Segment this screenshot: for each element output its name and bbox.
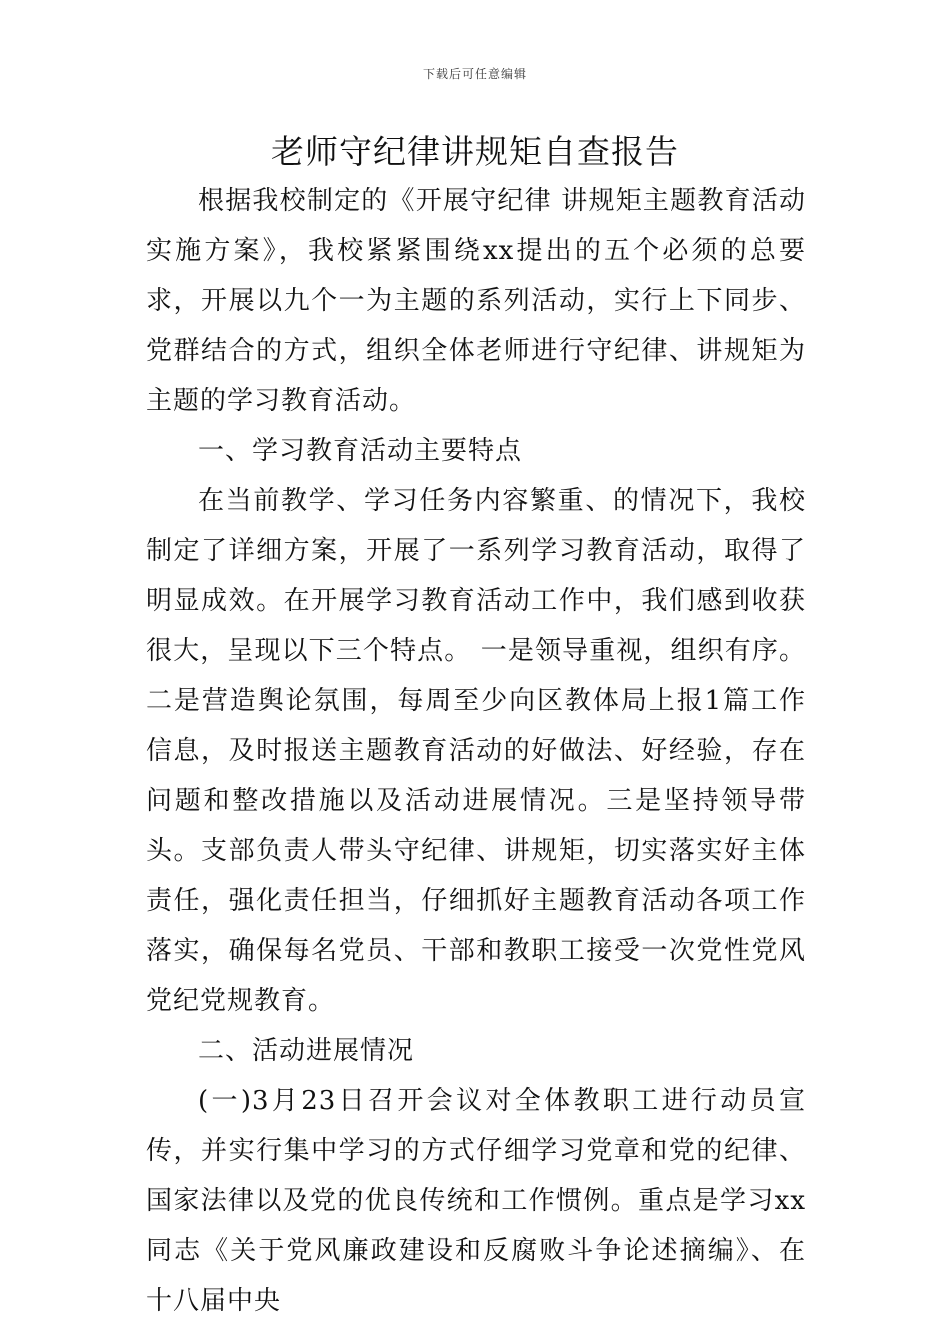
- document-title: 老师守纪律讲规矩自查报告: [271, 132, 679, 171]
- paragraph-section-2: (一)3月23日召开会议对全体教职工进行动员宣传，并实行集中学习的方式仔细学习党章和党的纪律、国家法律以及党的优良传统和工作惯例。重点是学习xx同志《关于党风廉政建设和反腐败斗争论述摘编》、在十八届中央: [146, 1086, 806, 1316]
- section-heading-2: 二、活动进展情况: [198, 1036, 415, 1066]
- paragraph-section-1: 在当前教学、学习任务内容繁重、的情况下，我校制定了详细方案，开展了一系列学习教育活动，取得了明显成效。在开展学习教育活动工作中，我们感到收获很大，呈现以下三个特点。 一是领导重视，组织有序。二是营造舆论氛围，每周至少向区教体局上报1篇工作信息，及时报送主题教育活动的好做法、好经验，存在问题和整改措施以及活动进展情况。三是坚持领导带头。支部负责人带头守纪律、讲规矩，切实落实好主体责任，强化责任担当，仔细抓好主题教育活动各项工作落实，确保每名党员、干部和教职工接受一次党性党风党纪党规教育。: [146, 486, 806, 1016]
- section-heading-1: 一、学习教育活动主要特点: [198, 436, 523, 466]
- paragraph-intro: 根据我校制定的《开展守纪律 讲规矩主题教育活动实施方案》，我校紧紧围绕xx提出的五个必须的总要求，开展以九个一为主题的系列活动，实行上下同步、党群结合的方式，组织全体老师进行守纪律、讲规矩为主题的学习教育活动。: [146, 186, 806, 416]
- header-note: 下载后可任意编辑: [422, 67, 527, 81]
- document-body: [146, 176, 806, 1326]
